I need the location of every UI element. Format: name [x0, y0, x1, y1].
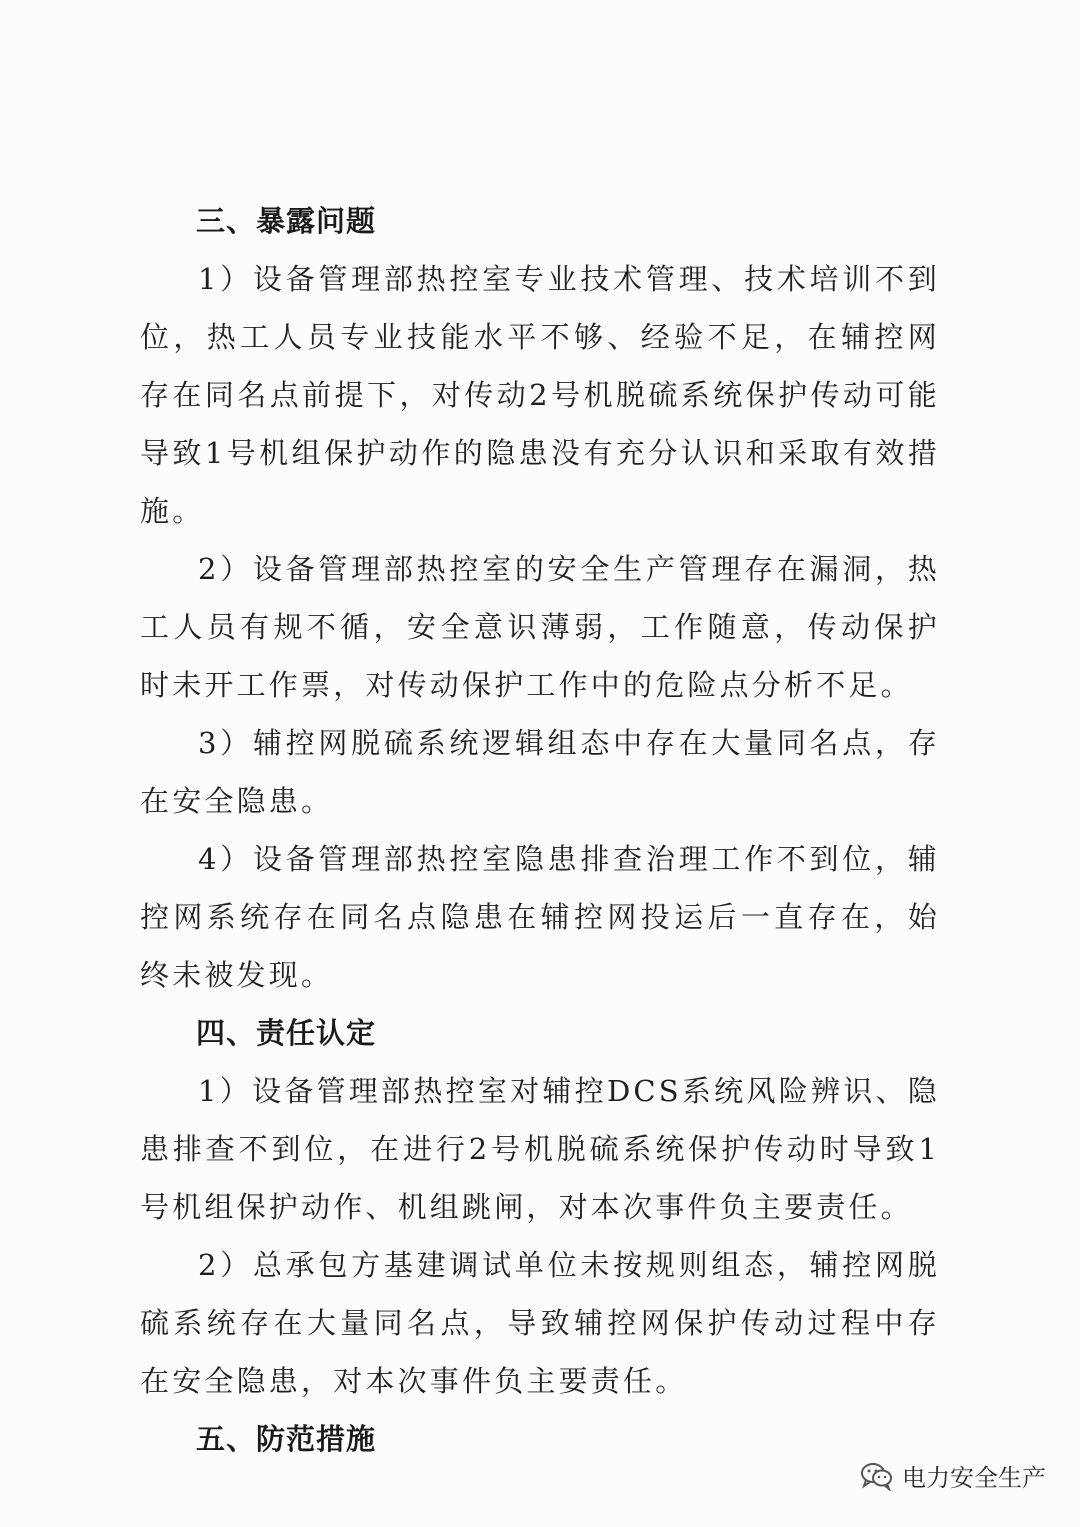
paragraph-responsibility-1: 1）设备管理部热控室对辅控DCS系统风险辨识、隐患排查不到位，在进行2号机脱硫系统保护传动时导致1号机组保护动作、机组跳闸，对本次事件负主要责任。 [140, 1074, 940, 1224]
watermark [860, 1458, 1046, 1493]
paragraph-exposed-1: 1）设备管理部热控室专业技术管理、技术培训不到位，热工人员专业技能水平不够、经验不足，在辅控网存在同名点前提下，对传动2号机脱硫系统保护传动可能导致1号机组保护动作的隐患没有充分认识和采取有效措施。 [140, 262, 940, 528]
paragraph-responsibility-2: 2）总承包方基建调试单位未按规则组态，辅控网脱硫系统存在大量同名点，导致辅控网保护传动过程中存在安全隐患，对本次事件负主要责任。 [140, 1248, 940, 1398]
section-heading-responsibility: 四、责任认定 [196, 1016, 377, 1050]
paragraph-exposed-2: 2）设备管理部热控室的安全生产管理存在漏洞，热工人员有规不循，安全意识薄弱，工作随意，传动保护时未开工作票，对传动保护工作中的危险点分析不足。 [140, 552, 940, 702]
section-heading-prevention: 五、防范措施 [196, 1422, 377, 1456]
paragraph-exposed-3: 3）辅控网脱硫系统逻辑组态中存在大量同名点，存在安全隐患。 [140, 726, 940, 818]
watermark-text: 电力安全生产 [902, 1464, 1046, 1492]
section-heading-exposed-problems: 三、暴露问题 [196, 204, 377, 238]
paragraph-exposed-4: 4）设备管理部热控室隐患排查治理工作不到位，辅控网系统存在同名点隐患在辅控网投运后一直存在，始终未被发现。 [140, 842, 940, 992]
wechat-icon [860, 1461, 894, 1491]
document-body [140, 192, 940, 1468]
